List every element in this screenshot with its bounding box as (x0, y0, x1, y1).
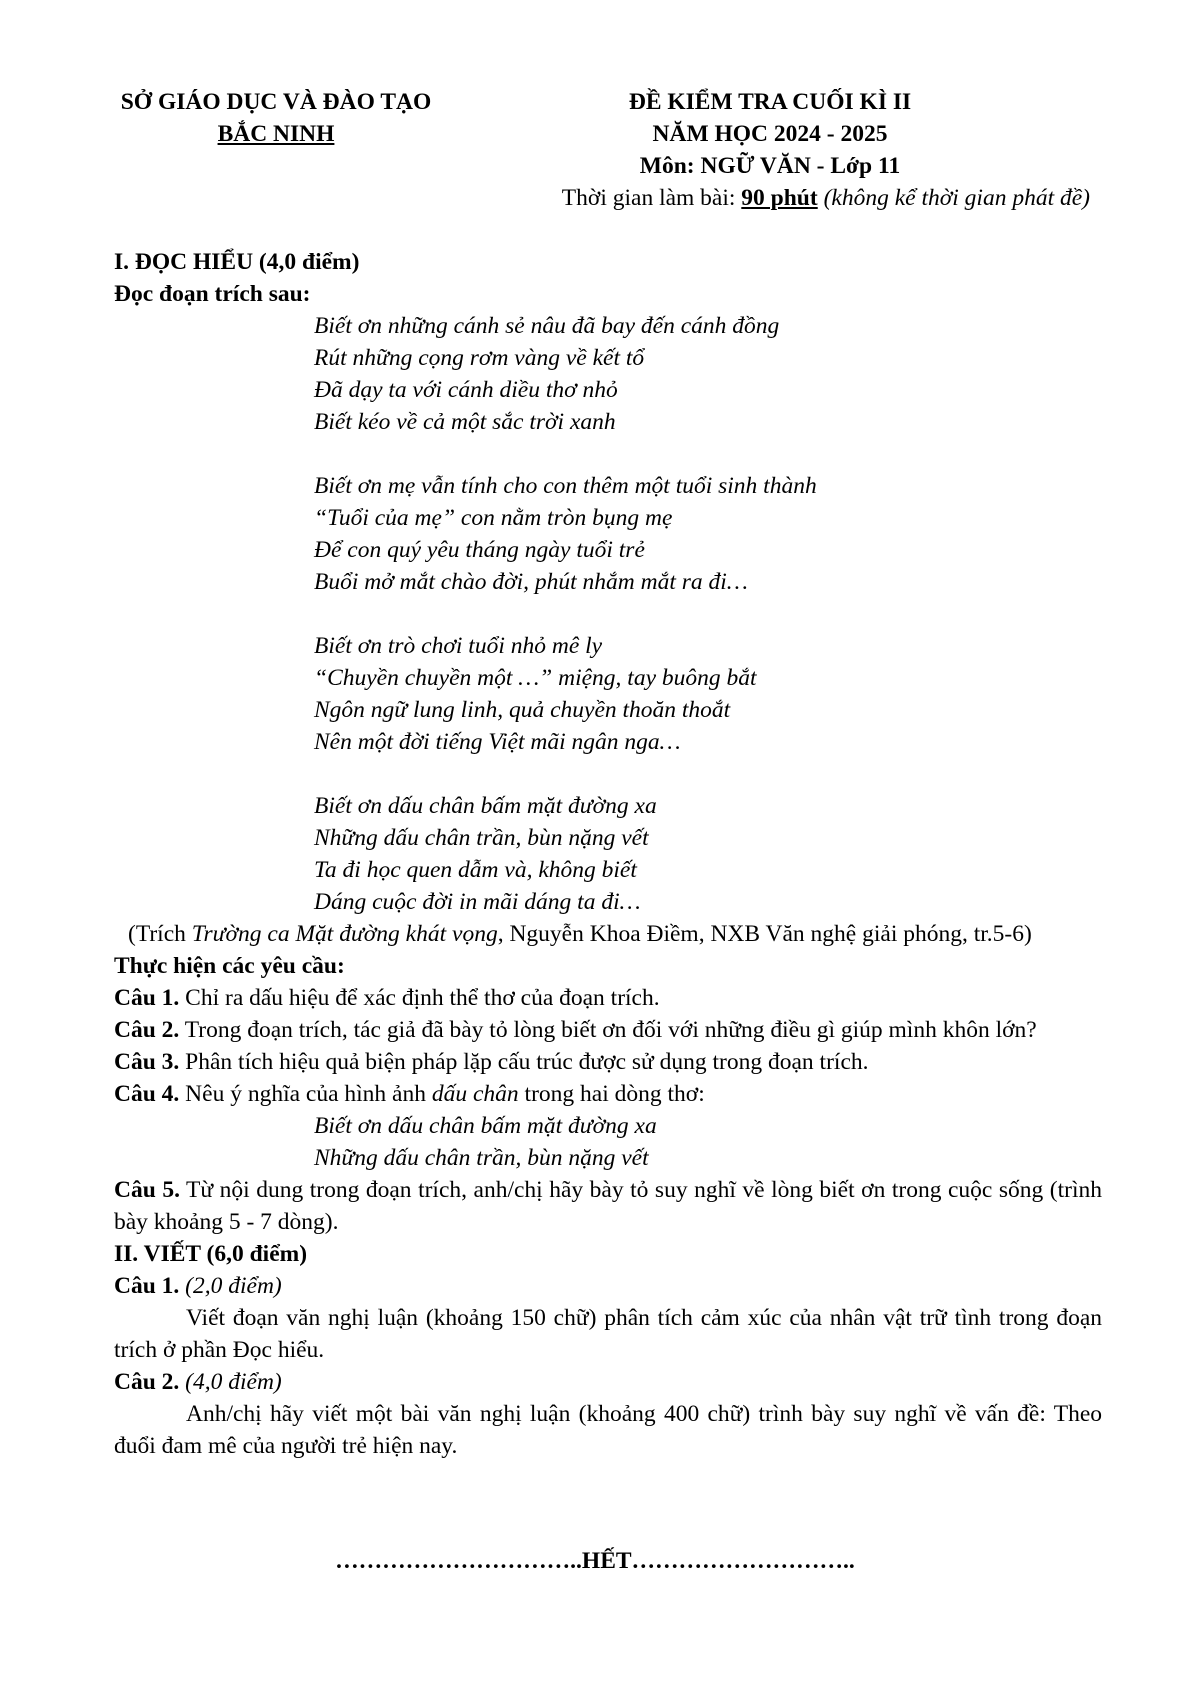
poem-line: Nên một đời tiếng Việt mãi ngân nga… (314, 729, 681, 755)
question-points: (2,0 điểm) (179, 1273, 282, 1299)
question-text: Từ nội dung trong đoạn trích, anh/chị hãy bày tỏ suy nghĩ về lòng biết ơn trong cuộc sống (trình bày khoảng 5 - 7 dòng). (114, 1177, 1102, 1235)
source-suffix: , Nguyễn Khoa Điềm, NXB Văn nghệ giải phóng, tr.5-6) (497, 921, 1032, 947)
question-label: Câu 1. (114, 1273, 180, 1299)
poem-line: Ngôn ngữ lung linh, quả chuyền thoăn thoắt (314, 697, 731, 723)
poem-line: Biết ơn dấu chân bấm mặt đường xa (314, 793, 657, 819)
poem-line: Để con quý yêu tháng ngày tuổi trẻ (314, 537, 645, 563)
time-value: 90 phút (741, 185, 818, 211)
question-emphasis: dấu chân (431, 1081, 519, 1107)
writing-1-text: Viết đoạn văn nghị luận (khoảng 150 chữ) phân tích cảm xúc của nhân vật trữ tình trong đoạn trích ở phần Đọc hiểu. (114, 1305, 1102, 1363)
exam-body (114, 246, 1102, 1462)
subject-line: Môn: NGỮ VĂN - Lớp 11 (639, 153, 901, 179)
time-note: (không kể thời gian phát đề) (817, 185, 1090, 211)
poem-line: Rút những cọng rơm vàng về kết tổ (314, 345, 645, 371)
question-text: Phân tích hiệu quả biện pháp lặp cấu trúc được sử dụng trong đoạn trích. (179, 1049, 869, 1075)
time-line (450, 182, 1090, 214)
section-1-title: I. ĐỌC HIỂU (4,0 điểm) (114, 249, 360, 275)
question-label: Câu 1. (114, 985, 180, 1011)
question-text: Chỉ ra dấu hiệu để xác định thể thơ của đoạn trích. (179, 985, 660, 1011)
question-1 (114, 982, 1102, 1014)
question-label: Câu 5. (114, 1177, 180, 1203)
poem-line: “Chuyền chuyền một …” miệng, tay buông bắt (314, 665, 757, 691)
poem-line: Biết ơn những cánh sẻ nâu đã bay đến cánh đồng (314, 313, 780, 339)
poem-line: Biết ơn trò chơi tuổi nhỏ mê ly (314, 633, 603, 659)
question-text: Trong đoạn trích, tác giả đã bày tỏ lòng biết ơn đối với những điều gì giúp mình khôn lớn? (179, 1017, 1037, 1043)
question-4 (114, 1078, 1102, 1110)
poem-line: Ta đi học quen dẫm và, không biết (314, 857, 637, 883)
question-2 (114, 1014, 1102, 1046)
poem-source (114, 918, 1102, 950)
quote-line: Biết ơn dấu chân bấm mặt đường xa (314, 1113, 657, 1139)
question-label: Câu 4. (114, 1081, 180, 1107)
time-prefix: Thời gian làm bài: (561, 185, 742, 211)
question-3 (114, 1046, 1102, 1078)
question-label: Câu 2. (114, 1369, 180, 1395)
writing-2-text: Anh/chị hãy viết một bài văn nghị luận (khoảng 400 chữ) trình bày suy nghĩ về vấn đề: Theo đuổi đam mê của người trẻ hiện nay. (114, 1401, 1102, 1459)
question-text: Nêu ý nghĩa của hình ảnh (179, 1081, 432, 1107)
question-text: trong hai dòng thơ: (518, 1081, 705, 1107)
stanza-gap (314, 438, 1102, 470)
exam-title: ĐỀ KIỂM TRA CUỐI KÌ II (628, 89, 912, 115)
poem-line: “Tuổi của mẹ” con nằm tròn bụng mẹ (314, 505, 673, 531)
stanza-gap (314, 598, 1102, 630)
poem-line: Đã dạy ta với cánh diều thơ nhỏ (314, 377, 618, 403)
dept-line-1: SỞ GIÁO DỤC VÀ ĐÀO TẠO (120, 89, 432, 115)
quote-line: Những dấu chân trần, bùn nặng vết (314, 1145, 649, 1171)
reading-instruction: Đọc đoạn trích sau: (114, 281, 311, 307)
poem-line: Những dấu chân trần, bùn nặng vết (314, 825, 649, 851)
end-marker: …………………………..HẾT……………………….. (335, 1548, 855, 1574)
stanza-gap (314, 758, 1102, 790)
question-label: Câu 2. (114, 1017, 180, 1043)
tasks-title: Thực hiện các yêu cầu: (114, 953, 345, 979)
poem-line: Biết kéo về cả một sắc trời xanh (314, 409, 616, 435)
source-prefix: (Trích (128, 921, 192, 947)
question-5 (114, 1174, 1102, 1238)
poem-line: Biết ơn mẹ vẫn tính cho con thêm một tuổi sinh thành (314, 473, 817, 499)
writing-2-header (114, 1366, 1102, 1398)
header-exam-info (450, 86, 1090, 214)
dept-line-2: BẮC NINH (217, 121, 335, 147)
section-2-title: II. VIẾT (6,0 điểm) (114, 1241, 308, 1267)
question-label: Câu 3. (114, 1049, 180, 1075)
question-points: (4,0 điểm) (179, 1369, 282, 1395)
poem (114, 310, 1102, 918)
source-title: Trường ca Mặt đường khát vọng (191, 921, 498, 947)
header-department (96, 86, 456, 150)
poem-line: Buổi mở mắt chào đời, phút nhắm mắt ra đi… (314, 569, 748, 595)
writing-1-header (114, 1270, 1102, 1302)
poem-line: Dáng cuộc đời in mãi dáng ta đi… (314, 889, 641, 915)
question-4-quote (114, 1110, 1102, 1174)
school-year: NĂM HỌC 2024 - 2025 (652, 121, 888, 147)
